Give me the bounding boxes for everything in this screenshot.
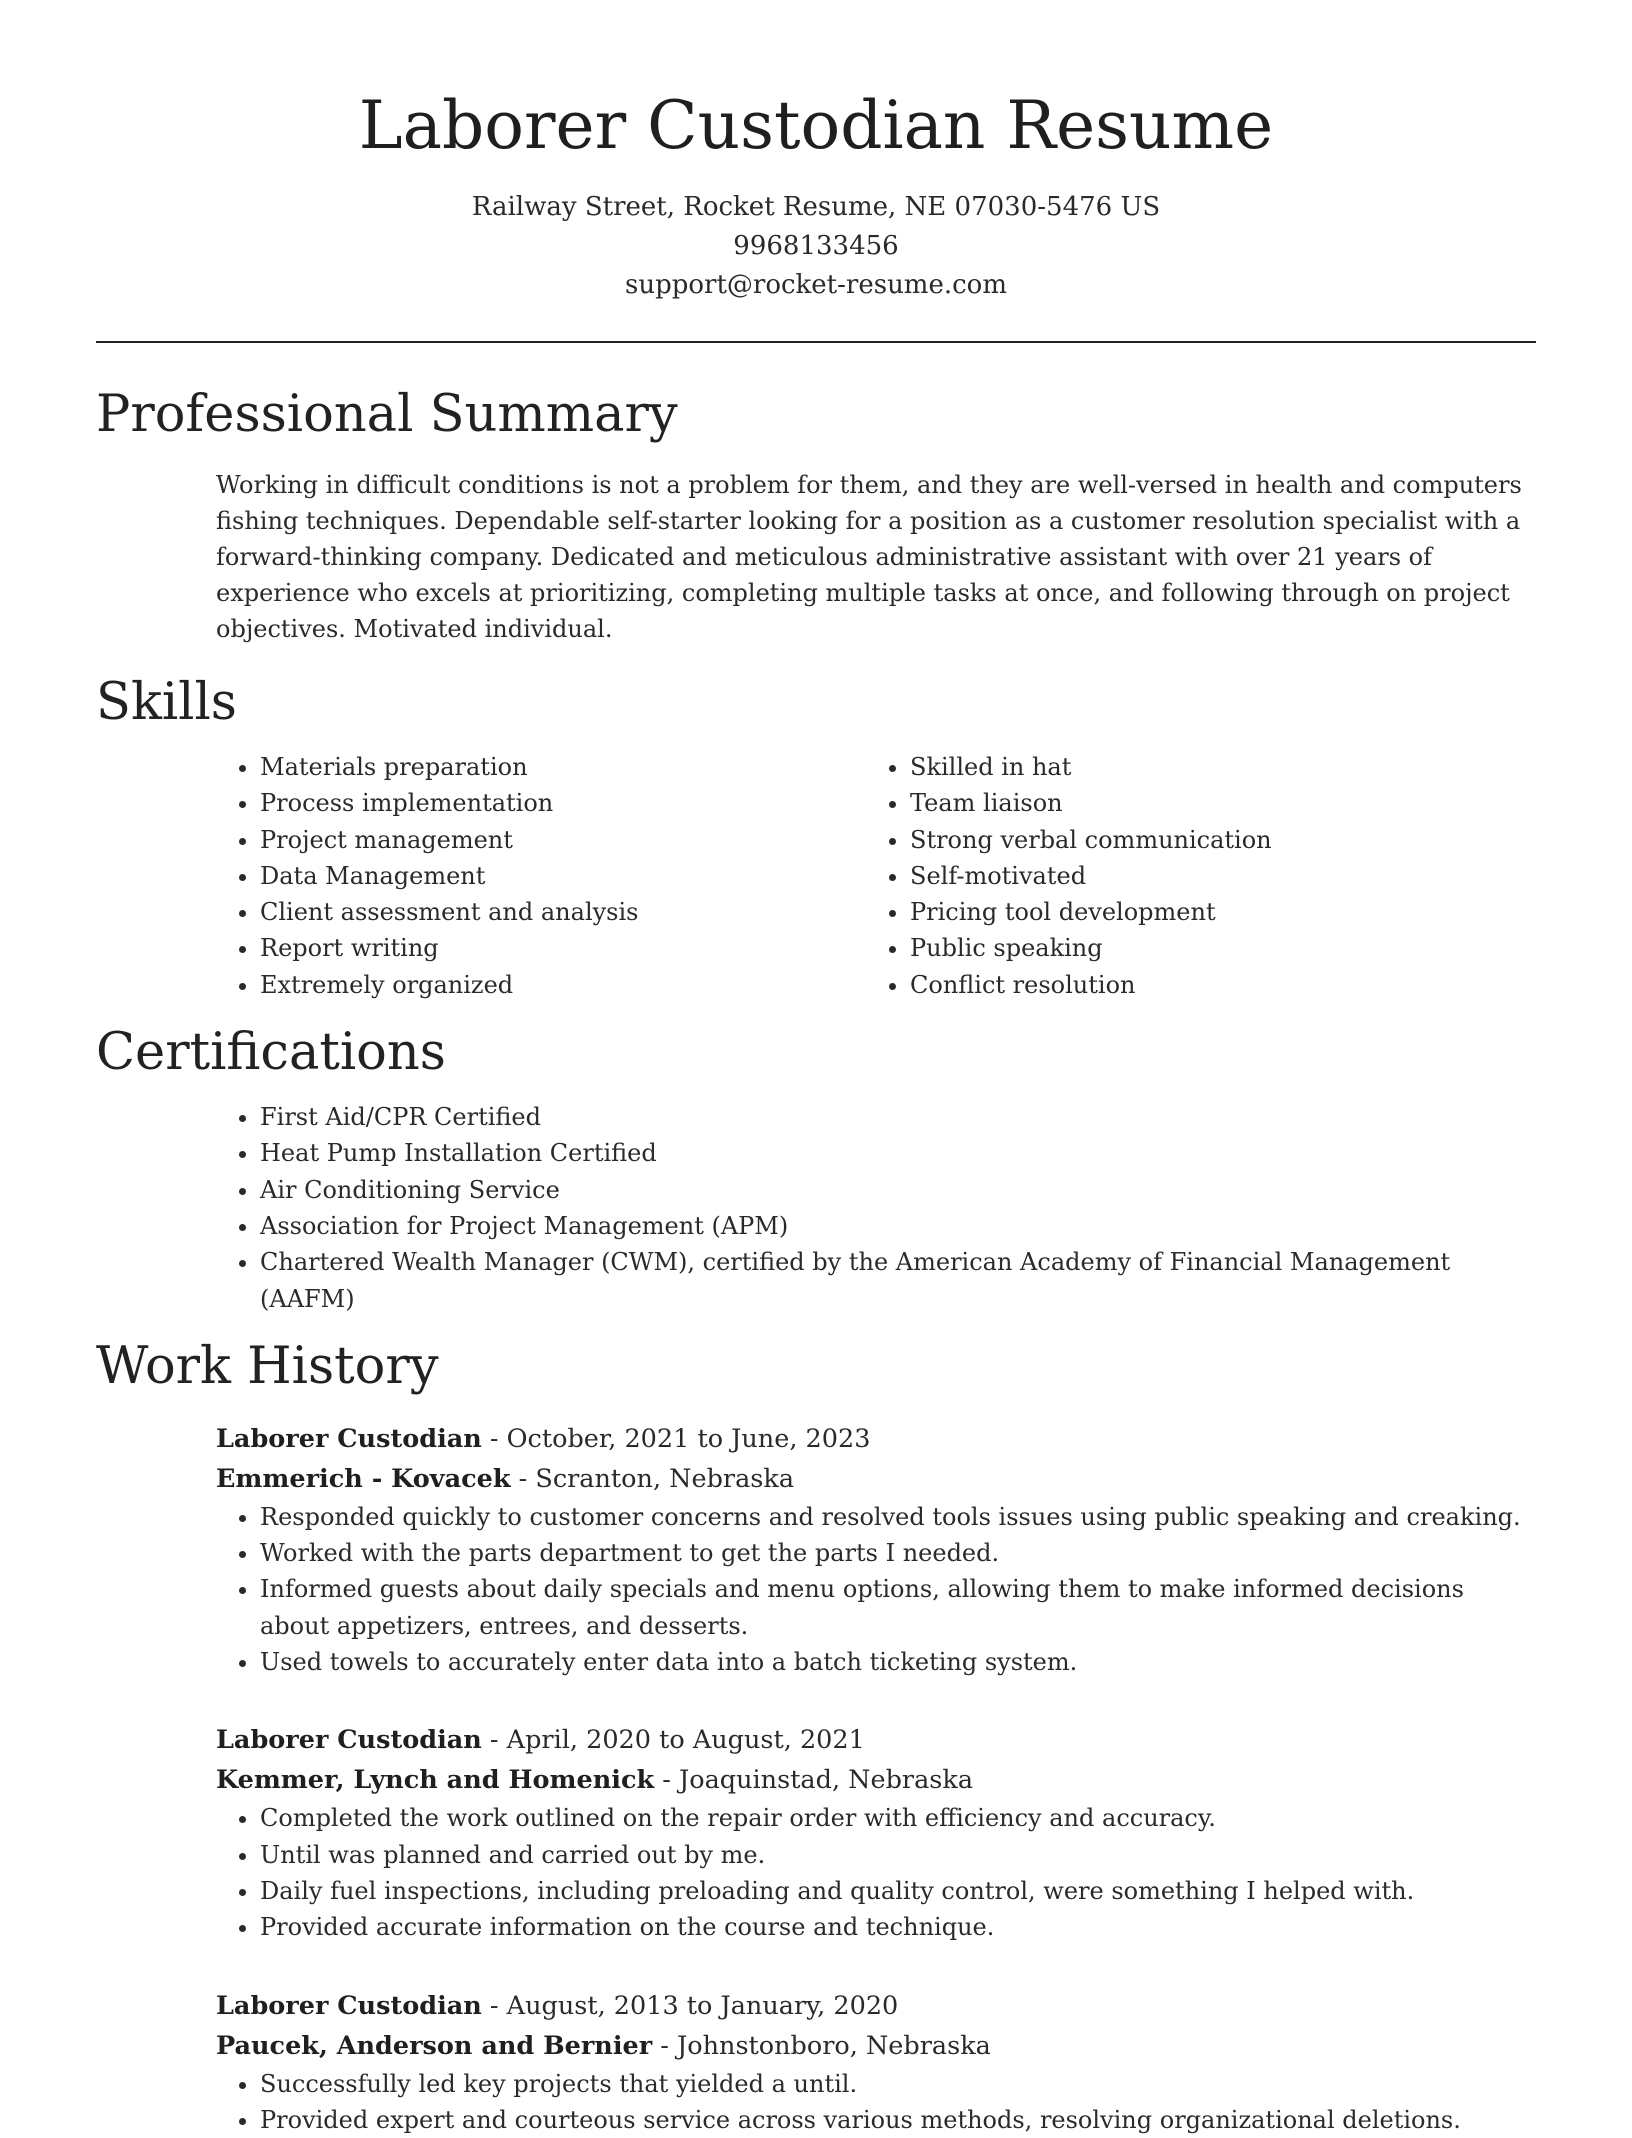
work-history-heading: Work History bbox=[96, 1336, 439, 1396]
certifications-block bbox=[216, 1099, 1536, 1317]
skill-item: • Project management bbox=[260, 822, 866, 858]
job-title-line: Laborer Custodian - October, 2021 to June, 2023 bbox=[216, 1423, 871, 1454]
job-location: Scranton, Nebraska bbox=[535, 1463, 795, 1494]
job-company: Emmerich - Kovacek bbox=[216, 1463, 511, 1494]
certifications-list bbox=[216, 1099, 1536, 1317]
job-title: Laborer Custodian bbox=[216, 1423, 482, 1454]
skill-item: • Report writing bbox=[260, 930, 866, 966]
certification-item: • Air Conditioning Service bbox=[260, 1172, 1536, 1208]
certification-item: • Association for Project Management (APM) bbox=[260, 1208, 1536, 1244]
job-dates: October, 2021 to June, 2023 bbox=[506, 1423, 871, 1454]
skill-item: • Pricing tool development bbox=[910, 894, 1516, 930]
job-location: Joaquinstad, Nebraska bbox=[679, 1765, 974, 1796]
job-duty-item: • Until was planned and carried out by me. bbox=[260, 1837, 1536, 1873]
job-duties-list bbox=[216, 2066, 1536, 2138]
job-title-line: Laborer Custodian - August, 2013 to January, 2020 bbox=[216, 1990, 899, 2021]
job-duty-item: • Provided expert and courteous service across various methods, resolving organizational deletions. bbox=[260, 2102, 1536, 2138]
job-company-line: Paucek, Anderson and Bernier - Johnstonboro, Nebraska bbox=[216, 2030, 991, 2061]
job-company: Kemmer, Lynch and Homenick bbox=[216, 1765, 655, 1796]
skills-column-right bbox=[866, 749, 1516, 1003]
job-company-line: Kemmer, Lynch and Homenick - Joaquinstad, Nebraska bbox=[216, 1765, 974, 1796]
certification-item: • Chartered Wealth Manager (CWM), certified by the American Academy of Financial Management (AAFM) bbox=[260, 1244, 1536, 1317]
skill-item: • Team liaison bbox=[910, 785, 1516, 821]
skill-item: • Process implementation bbox=[260, 785, 866, 821]
address-text: Railway Street, Rocket Resume, NE 07030-5476 US bbox=[471, 192, 1161, 222]
certification-item: • Heat Pump Installation Certified bbox=[260, 1135, 1536, 1171]
header-divider bbox=[96, 341, 1536, 343]
skill-item: • Materials preparation bbox=[260, 749, 866, 785]
job-duty-item: • Informed guests about daily specials and menu options, allowing them to make informed decisions about appetizers, entrees, and desserts. bbox=[260, 1571, 1536, 1644]
skill-item: • Extremely organized bbox=[260, 967, 866, 1003]
job-duty-item: • Completed the work outlined on the repair order with efficiency and accuracy. bbox=[260, 1800, 1536, 1836]
job-duties-list bbox=[216, 1800, 1536, 1945]
job-entry bbox=[216, 1720, 1536, 1945]
skills-list-left bbox=[216, 749, 866, 1003]
job-duty-item: • Successfully led key projects that yielded a until. bbox=[260, 2066, 1536, 2102]
job-title-line: Laborer Custodian - April, 2020 to August, 2021 bbox=[216, 1725, 865, 1756]
resume-header bbox=[96, 0, 1536, 305]
job-location: Johnstonboro, Nebraska bbox=[677, 2030, 991, 2061]
job-entry bbox=[216, 1986, 1536, 2138]
job-duty-item: • Responded quickly to customer concerns and resolved tools issues using public speaking and creaking. bbox=[260, 1499, 1536, 1535]
contact-block bbox=[96, 188, 1536, 305]
job-dates: April, 2020 to August, 2021 bbox=[506, 1725, 865, 1756]
skill-item: • Conflict resolution bbox=[910, 967, 1516, 1003]
skill-item: • Skilled in hat bbox=[910, 749, 1516, 785]
job-duties-list bbox=[216, 1499, 1536, 1680]
job-company: Paucek, Anderson and Bernier bbox=[216, 2030, 653, 2061]
job-title: Laborer Custodian bbox=[216, 1990, 482, 2021]
skill-item: • Public speaking bbox=[910, 930, 1516, 966]
job-duty-item: • Used towels to accurately enter data into a batch ticketing system. bbox=[260, 1644, 1536, 1680]
certification-item: • First Aid/CPR Certified bbox=[260, 1099, 1536, 1135]
job-duty-item: • Daily fuel inspections, including preloading and quality control, were something I helped with. bbox=[260, 1873, 1536, 1909]
skills-heading: Skills bbox=[96, 673, 237, 732]
page-title: Laborer Custodian Resume bbox=[358, 87, 1274, 164]
job-title: Laborer Custodian bbox=[216, 1725, 482, 1756]
job-duty-item: • Worked with the parts department to get the parts I needed. bbox=[260, 1535, 1536, 1571]
email-text: support@rocket-resume.com bbox=[624, 270, 1007, 300]
summary-text: Working in difficult conditions is not a problem for them, and they are well-versed in health and computers fishing techniques. Dependable self-starter looking for a position as a customer resolution specialist with a forward-thinking company. Dedicated and meticulous administrative assistant with over 21 years of experience who excels at prioritizing, completing multiple tasks at once, and following through on project objectives. Motivated individual. bbox=[216, 471, 1522, 643]
job-dates: August, 2013 to January, 2020 bbox=[506, 1990, 899, 2021]
job-entry bbox=[216, 1419, 1536, 1680]
job-duty-item: • Provided accurate information on the course and technique. bbox=[260, 1909, 1536, 1945]
skills-columns bbox=[216, 749, 1536, 1003]
summary-heading: Professional Summary bbox=[96, 385, 678, 444]
skills-list-right bbox=[866, 749, 1516, 1003]
skill-item: • Client assessment and analysis bbox=[260, 894, 866, 930]
skill-item: • Data Management bbox=[260, 858, 866, 894]
skill-item: • Strong verbal communication bbox=[910, 822, 1516, 858]
job-company-line: Emmerich - Kovacek - Scranton, Nebraska bbox=[216, 1463, 795, 1494]
phone-text: 9968133456 bbox=[733, 231, 899, 261]
skill-item: • Self-motivated bbox=[910, 858, 1516, 894]
certifications-heading: Certifications bbox=[96, 1023, 446, 1083]
skills-column-left bbox=[216, 749, 866, 1003]
